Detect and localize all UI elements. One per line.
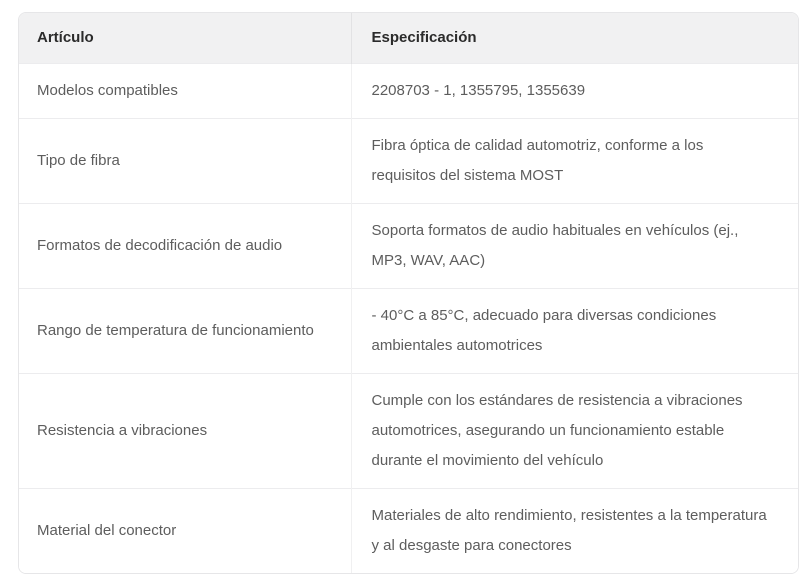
item-cell: Formatos de decodificación de audio	[19, 204, 351, 289]
spec-cell: - 40°C a 85°C, adecuado para diversas condiciones ambientales automotrices	[351, 289, 798, 374]
item-cell: Material del conector	[19, 489, 351, 574]
spec-cell: Cumple con los estándares de resistencia a vibraciones automotrices, asegurando un funcionamiento estable durante el movimiento del vehículo	[351, 374, 798, 489]
item-cell: Modelos compatibles	[19, 64, 351, 119]
spec-cell: Fibra óptica de calidad automotriz, conforme a los requisitos del sistema MOST	[351, 119, 798, 204]
column-header-articulo: Artículo	[19, 13, 351, 64]
table-row	[19, 204, 798, 289]
table-row	[19, 64, 798, 119]
spec-cell: Soporta formatos de audio habituales en vehículos (ej., MP3, WAV, AAC)	[351, 204, 798, 289]
spec-table-body	[19, 64, 798, 574]
table-row	[19, 289, 798, 374]
spec-table-header	[19, 13, 798, 64]
table-row	[19, 119, 798, 204]
spec-table	[19, 13, 798, 573]
header-row	[19, 13, 798, 64]
spec-cell: Materiales de alto rendimiento, resistentes a la temperatura y al desgaste para conectores	[351, 489, 798, 574]
spec-cell: 2208703 - 1, 1355795, 1355639	[351, 64, 798, 119]
column-header-especificacion: Especificación	[351, 13, 798, 64]
spec-table-container	[18, 12, 799, 574]
table-row	[19, 489, 798, 574]
item-cell: Tipo de fibra	[19, 119, 351, 204]
item-cell: Rango de temperatura de funcionamiento	[19, 289, 351, 374]
table-row	[19, 374, 798, 489]
item-cell: Resistencia a vibraciones	[19, 374, 351, 489]
